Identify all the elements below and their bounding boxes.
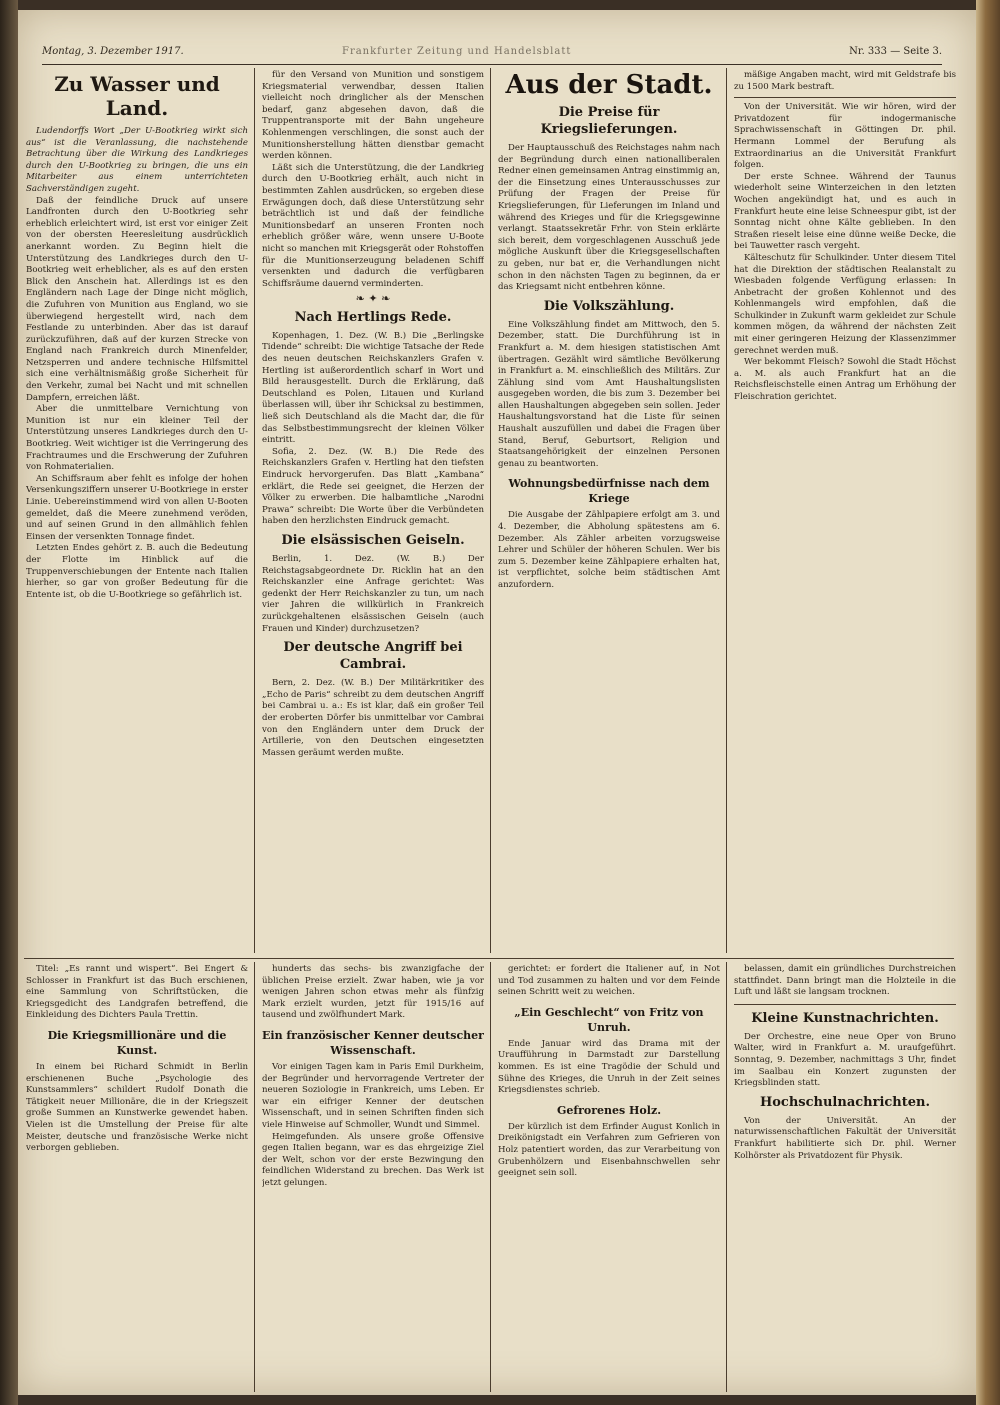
article-paragraph: Aber die unmittelbare Vernichtung von Munition ist nur ein kleiner Teil der Unterstützung unseres Landkrieges durch den U-Bootkrieg. Weit wichtiger ist die Verringerung des Frachtraumes und die Erschwerung der Zufuhren von Rohmaterialien. xyxy=(26,404,248,473)
article-subheading: „Ein Geschlecht“ von Fritz von Unruh. xyxy=(514,1005,704,1034)
column-rule xyxy=(726,962,727,1392)
binding-right xyxy=(976,0,1000,1405)
section-rule xyxy=(24,958,954,959)
article-paragraph: Bern, 2. Dez. (W. B.) Der Militärkritiker des „Echo de Paris“ schreibt zu dem deutschen Angriff bei Cambrai u. a.: Es ist klar, daß ein großer Teil der eroberten Dörfer bis unmittelbar vor Cambrai von den Engländern unter dem Druck der Artillerie, von den Deutschen eingesetzten Massen geräumt werden mußte. xyxy=(262,678,484,758)
article-heading: Hochschulnachrichten. xyxy=(759,1094,931,1110)
feuilleton-column-1 xyxy=(26,964,248,1389)
article-paragraph: Der erste Schnee. Während der Taunus wiederholt seine Winterzeichen in den letzten Wochen angekündigt hat, und es auch in Frankfurt heute eine leise Schneespur gibt, ist der Sonntag nicht ohne Kälte geblieben. In den Straßen rieselt leise eine dünne weiße Decke, die bei Tauwetter rasch vergeht. xyxy=(734,171,956,252)
article-heading: Die Preise für Kriegslieferungen. xyxy=(540,105,678,137)
header-date: Montag, 3. Dezember 1917. xyxy=(42,46,184,57)
article-paragraph: Die Ausgabe der Zählpapiere erfolgt am 3. und 4. Dezember, die Abholung spätestens am 6. Dezember. Als Zähler arbeiten vorzugsweise Lehrer und Schüler der höheren Schulen. Wer bis zum 5. Dezember keine Zählpapiere erhalten hat, ist verpflichtet, solche beim städtischen Amt anzufordern. xyxy=(498,510,720,590)
article-paragraph: Der Hauptausschuß des Reichstages nahm nach der Begründung durch einen nationalliberalen Redner einen gemeinsamen Antrag einstimmig an, der die Einsetzung eines Unterausschusses zur Prüfung der Fragen der Preise für Kriegslieferungen, für Lieferungen im Inland und während des Krieges und für die Kriegsgewinne verlangt. Staatssekretär Frhr. von Stein erklärte sich bereit, dem vorgeschlagenen Ausschuß jede mögliche Auskunft über die Kriegsgesellschaften zu geben, nur bat er, die Verhandlungen nicht schon in den nächsten Tagen zu beginnen, da er das Kriegsamt nicht entbehren könne. xyxy=(498,143,720,293)
article-paragraph: Letzten Endes gehört z. B. auch die Bedeutung der Flotte im Hinblick auf die Truppenverschiebungen der Entente nach Italien hierher, so gar von großer Bedeutung für die Entente ist, ob die U-Bootkriege so gefährlich ist. xyxy=(26,543,248,600)
article-subheading: Wohnungsbedürfnisse nach dem Kriege xyxy=(508,477,710,506)
column-rule xyxy=(490,962,491,1392)
article-paragraph: Der kürzlich ist dem Erfinder August Konlich in Dreikönigstadt ein Verfahren zum Gefrieren von Holz patentiert worden, das zur Verarbeitung von Grubenhölzern und Eisenbahnschwellen sehr geeignet sein soll. xyxy=(498,1121,720,1179)
section-title: Aus der Stadt. xyxy=(505,70,713,100)
item-divider xyxy=(734,97,956,98)
article-paragraph: Sofia, 2. Dez. (W. B.) Die Rede des Reichskanzlers Grafen v. Hertling hat den tiefsten Eindruck hervorgerufen. Das Blatt „Kambana“ erklärt, die Rede sei geeignet, die Herzen der Völker zu erwerben. Die halbamtliche „Narodni Prawa“ schreibt: Die Worte über die Verbündeten haben den herzlichsten Eindruck gemacht. xyxy=(262,446,484,527)
feuilleton-column-4 xyxy=(734,964,956,1389)
feuilleton-column-3 xyxy=(498,964,720,1389)
column-rule xyxy=(490,68,491,953)
column-3 xyxy=(498,70,720,954)
article-paragraph: hunderts das sechs- bis zwanzigfache der üblichen Preise erzielt. Zwar haben, wie ja vor wenigen Jahren schon etwas mehr als fünfzig Mark erzielt wurden, jetzt für 1915/16 auf tausend und zwölfhundert Mark. xyxy=(262,964,484,1021)
article-lead: Ludendorffs Wort „Der U-Bootkrieg wirkt sich aus“ ist die Veranlassung, die nachstehende Betrachtung über die Wirkung des Landkrieges durch den U-Bootkrieg zu bringen, die uns ein Mitarbeiter aus einem unterrichteten Sachverständigen zugeht. xyxy=(26,126,248,194)
article-title: Zu Wasser und Land. xyxy=(54,72,220,120)
article-subheading: Ein französischer Kenner deutscher Wissenschaft. xyxy=(262,1028,484,1057)
header-page-ref: Nr. 333 — Seite 3. xyxy=(849,46,942,57)
article-paragraph: In einem bei Richard Schmidt in Berlin erschienenen Buche „Psychologie des Kunstsammlers“ schildert Rudolf Donath die Tätigkeit neuer Millionäre, die in der Kriegszeit große Summen an Kunstwerke gewendet haben. Vielen ist die Umstellung der Preise für alte Meister, deutsche und französische Werke nicht verborgen geblieben. xyxy=(26,1061,248,1154)
article-paragraph: Titel: „Es rannt und wispert“. Bei Engert & Schlosser in Frankfurt ist das Buch erschienen, eine Sammlung von Schriftstücken, die Kriegsgedicht des Landgrafen betreffend, die Einkleidung des Dichters Paula Trettin. xyxy=(26,964,248,1021)
newspaper-page xyxy=(18,10,976,1395)
article-paragraph: Vor einigen Tagen kam in Paris Emil Durkheim, der Begründer und hervorragende Vertreter der neueren Soziologie in Frankreich, ums Leben. Er war ein eifriger Kenner der deutschen Wissenschaft, und in seinen Schriften finden sich viele Hinweise auf Schmoller, Wundt und Simmel. xyxy=(262,1061,484,1130)
article-heading: Die Volkszählung. xyxy=(543,298,675,314)
article-heading: Der deutsche Angriff bei Cambrai. xyxy=(283,640,463,673)
article-paragraph: Von der Universität. Wie wir hören, wird der Privatdozent für indogermanische Sprachwissenschaft in Göttingen Dr. phil. Hermann Lommel der Berufung als Extraordinarius an die Universität Frankfurt folgen. xyxy=(734,102,956,171)
column-rule xyxy=(726,68,727,953)
page-header xyxy=(42,44,942,65)
article-paragraph: Berlin, 1. Dez. (W. B.) Der Reichstagsabgeordnete Dr. Ricklin hat an den Reichskanzler eine Anfrage gerichtet: Was gedenkt der Herr Reichskanzler zu tun, um nach vier Jahren die willkürlich in Frankreich zurückgehaltenen elsässischen Geiseln (auch Frauen und Kinder) durchzusetzen? xyxy=(262,553,484,634)
article-paragraph: für den Versand von Munition und sonstigem Kriegsmaterial verwendbar, dessen Italien vielleicht noch dringlicher als der Menschen bedarf, ganz abgesehen davon, daß die Truppentransporte mit der Bahn ungeheure Kohlenmengen verschlingen, die sonst auch der Munitionsherstellung hätten dienstbar gemacht werden können. xyxy=(262,70,484,162)
article-paragraph: belassen, damit ein gründliches Durchstreichen stattfindet. Dann bringt man die Holzteile in die Luft und läßt sie langsam trocknen. xyxy=(734,964,956,998)
header-masthead: Frankfurter Zeitung und Handelsblatt xyxy=(342,46,572,57)
binding-left xyxy=(0,0,18,1405)
article-paragraph: mäßige Angaben macht, wird mit Geldstrafe bis zu 1500 Mark bestraft. xyxy=(734,70,956,92)
column-rule xyxy=(254,68,255,953)
column-2 xyxy=(262,70,484,954)
article-heading: Nach Hertlings Rede. xyxy=(294,309,452,325)
article-paragraph: Kopenhagen, 1. Dez. (W. B.) Die „Berlingske Tidende“ schreibt: Die wichtige Tatsache der Rede des neuen deutschen Reichskanzlers Grafen v. Hertling ist außerordentlich scharf in Wort und Bild herausgestellt. Durch die Erklärung, daß Deutschland es Polen, Litauen und Kurland überlassen will, über ihr Schicksal zu bestimmen, ließ sich Deutschland als die Macht dar, die für das Selbstbestimmungsrecht der kleinen Völker eintritt. xyxy=(262,330,484,446)
item-divider xyxy=(734,1004,956,1005)
article-heading: Die elsässischen Geiseln. xyxy=(281,532,465,548)
article-subheading: Die Kriegsmillionäre und die Kunst. xyxy=(47,1028,227,1057)
article-zu-wasser-und-land xyxy=(26,70,248,954)
article-paragraph: gerichtet: er fordert die Italiener auf, in Not und Tod zusammen zu halten und vor dem Feinde seinen Schritt weit zu weichen. xyxy=(498,964,720,998)
article-paragraph: Der Orchestre, eine neue Oper von Bruno Walter, wird in Frankfurt a. M. uraufgeführt. Sonntag, 9. Dezember, nachmittags 3 Uhr, findet im Saalbau ein Konzert zugunsten der Kriegsblinden statt. xyxy=(734,1031,956,1089)
article-paragraph: Daß der feindliche Druck auf unsere Landfronten durch den U-Bootkrieg sehr erheblich erleichtert wird, ist erst vor einiger Zeit von der obersten Heeresleitung ausdrücklich anerkannt worden. Zu Beginn hielt die Unterstützung des Landkrieges durch den U-Bootkrieg weit erheblicher, als es auf den ersten Blick den Anschein hat. Allerdings ist es den Engländern nach Lage der Dinge nicht möglich, die Zufuhren von Munition aus England, wo sie überwiegend hergestellt wird, nach dem Festlande zu unterbinden. Aber das ist darauf zurückzuführen, daß auf der kurzen Strecke von England nach Frankreich durch Minenfelder, Netzsperren und andere technische Hilfsmittel sich eine verhältnismäßig große Sicherheit für den Verkehr, zumal bei Nacht und mit schnellen Dampfern, erreichen läßt. xyxy=(26,195,248,403)
column-rule xyxy=(254,962,255,1392)
article-paragraph: Heimgefunden. Als unsere große Offensive gegen Italien begann, war es das ehrgeizige Ziel der Welt, schon vor der erste Bezwingung den feindlichen Widerstand zu brechen. Das Werk ist jetzt gelungen. xyxy=(262,1131,484,1188)
ornament-divider: ❧ ✦ ❧ xyxy=(355,292,391,306)
article-paragraph: Kälteschutz für Schulkinder. Unter diesem Titel hat die Direktion der städtischen Realanstalt zu Wiesbaden folgende Verfügung erlassen: In Anbetracht der großen Kohlennot und des Kohlenmangels wird empfohlen, daß die Schulkinder in Zukunft warm gekleidet zur Schule kommen mögen, da während der nächsten Zeit mit einer geringeren Heizung der Klassenzimmer gerechnet werden muß. xyxy=(734,252,956,356)
feuilleton-column-2 xyxy=(262,964,484,1389)
article-paragraph: Ende Januar wird das Drama mit der Uraufführung in Darmstadt zur Darstellung kommen. Es ist eine Tragödie der Schuld und Sühne des Krieges, die Unruh in der Zeit seines Kriegsdienstes schrieb. xyxy=(498,1038,720,1096)
article-heading: Kleine Kunstnachrichten. xyxy=(751,1010,939,1026)
article-paragraph: Läßt sich die Unterstützung, die der Landkrieg durch den U-Bootkrieg erhält, auch nicht in bestimmten Zahlen ausdrücken, so ergeben diese Erwägungen doch, daß diese Unterstützung sehr beträchtlich ist und daß der feindliche Munitionsbedarf an unseren Fronten noch erheblich größer wäre, wenn unsere U-Boote nicht so manchen mit Kriegsgerät oder Rohstoffen für die Munitionserzeugung beladenen Schiff versenkten und dadurch die verfügbaren Schiffsräume dauernd verminderten. xyxy=(262,162,484,289)
article-paragraph: An Schiffsraum aber fehlt es infolge der hohen Versenkungsziffern unserer U-Bootkriege in erster Linie. Uebereinstimmend wird von allen U-Booten gemeldet, daß die Meere zunehmend veröden, und auf seinen Grund in den allmählich fehlen Einsen der versenkten Tonnage findet. xyxy=(26,473,248,542)
article-subheading: Gefrorenes Holz. xyxy=(556,1103,662,1117)
article-paragraph: Eine Volkszählung findet am Mittwoch, den 5. Dezember, statt. Die Durchführung ist in Frankfurt a. M. dem hiesigen statistischen Amt übertragen. Gezählt wird sämtliche Bevölkerung in Frankfurt a. M. einschließlich des Militärs. Zur Zählung sind vom Amt Haushaltungslisten ausgegeben worden, die bis zum 3. Dezember bei allen Haushaltungen abgegeben sein sollen. Jeder Haushaltungsvorstand hat die Liste für seinen Haushalt auszufüllen und dabei die Fragen über Stand, Beruf, Geburtsort, Religion und Staatsangehörigkeit der einzelnen Personen genau zu beantworten. xyxy=(498,319,720,469)
column-4 xyxy=(734,70,956,954)
article-paragraph: Von der Universität. An der naturwissenschaftlichen Fakultät der Universität Frankfurt habilitierte sich Dr. phil. Werner Kolhörster als Privatdozent für Physik. xyxy=(734,1115,956,1161)
article-paragraph: Wer bekommt Fleisch? Sowohl die Stadt Höchst a. M. als auch Frankfurt hat an die Reichsfleischstelle einen Antrag um Erhöhung der Fleischration gerichtet. xyxy=(734,357,956,403)
